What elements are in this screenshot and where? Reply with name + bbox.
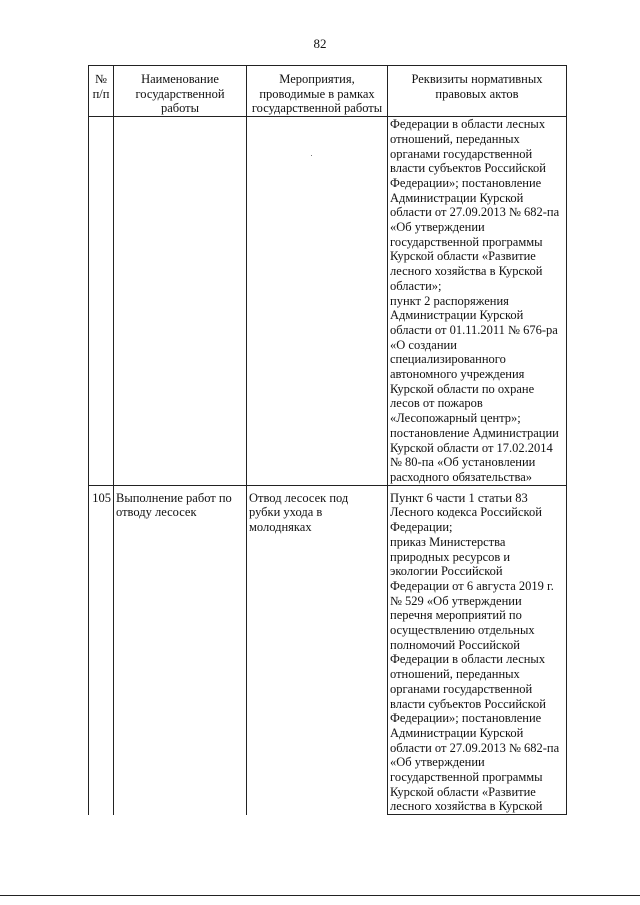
header-number: № п/п [89, 66, 114, 117]
cell-activities [247, 117, 388, 486]
page-number: 82 [313, 36, 327, 51]
table-row-105 [89, 485, 567, 814]
table-row-continuation [89, 117, 567, 486]
regulatory-table [88, 65, 567, 815]
cell-legal-acts: Федерации в области лесных отношений, переданных органами государственной власти субъектов Российской Федерации»; постановление Администрации Курской области от 27.09.2013 № 682-па «Об утверждении государственной программы Курской области «Развитие лесного хозяйства в Курской области»; пункт 2 распоряжения Администрации Курской области от 01.11.2011 № 676-ра «О создании специализированного автономного учреждения Курской области по охране лесов от пожаров «Лесопожарный центр»; постановление Администрации Курской области от 17.02.2014 № 80-па «Об установлении расходного обязательства» [388, 117, 567, 486]
cell-number: 105 [89, 485, 114, 814]
cell-legal-acts: Пункт 6 части 1 статьи 83 Лесного кодекса Российской Федерации; приказ Министерства природных ресурсов и экологии Российской Федерации от 6 августа 2019 г. № 529 «Об утверждении перечня мероприятий по осуществлению отдельных полномочий Российской Федерации в области лесных отношений, переданных органами государственной власти субъектов Российской Федерации»; постановление Администрации Курской области от 27.09.2013 № 682-па «Об утверждении государственной программы Курской области «Развитие лесного хозяйства в Курской [388, 485, 567, 814]
header-work-name: Наименование государственной работы [114, 66, 247, 117]
table-header-row [89, 66, 567, 117]
cell-work-name: Выполнение работ по отводу лесосек [114, 485, 247, 814]
cell-number [89, 117, 114, 486]
cell-work-name [114, 117, 247, 486]
scan-speck [311, 155, 312, 156]
page-bottom-edge [0, 895, 640, 896]
header-activities: Мероприятия, проводимые в рамках государственной работы [247, 66, 388, 117]
header-legal-acts: Реквизиты нормативных правовых актов [388, 66, 567, 117]
cell-activities: Отвод лесосек под рубки ухода в молодняках [247, 485, 388, 814]
